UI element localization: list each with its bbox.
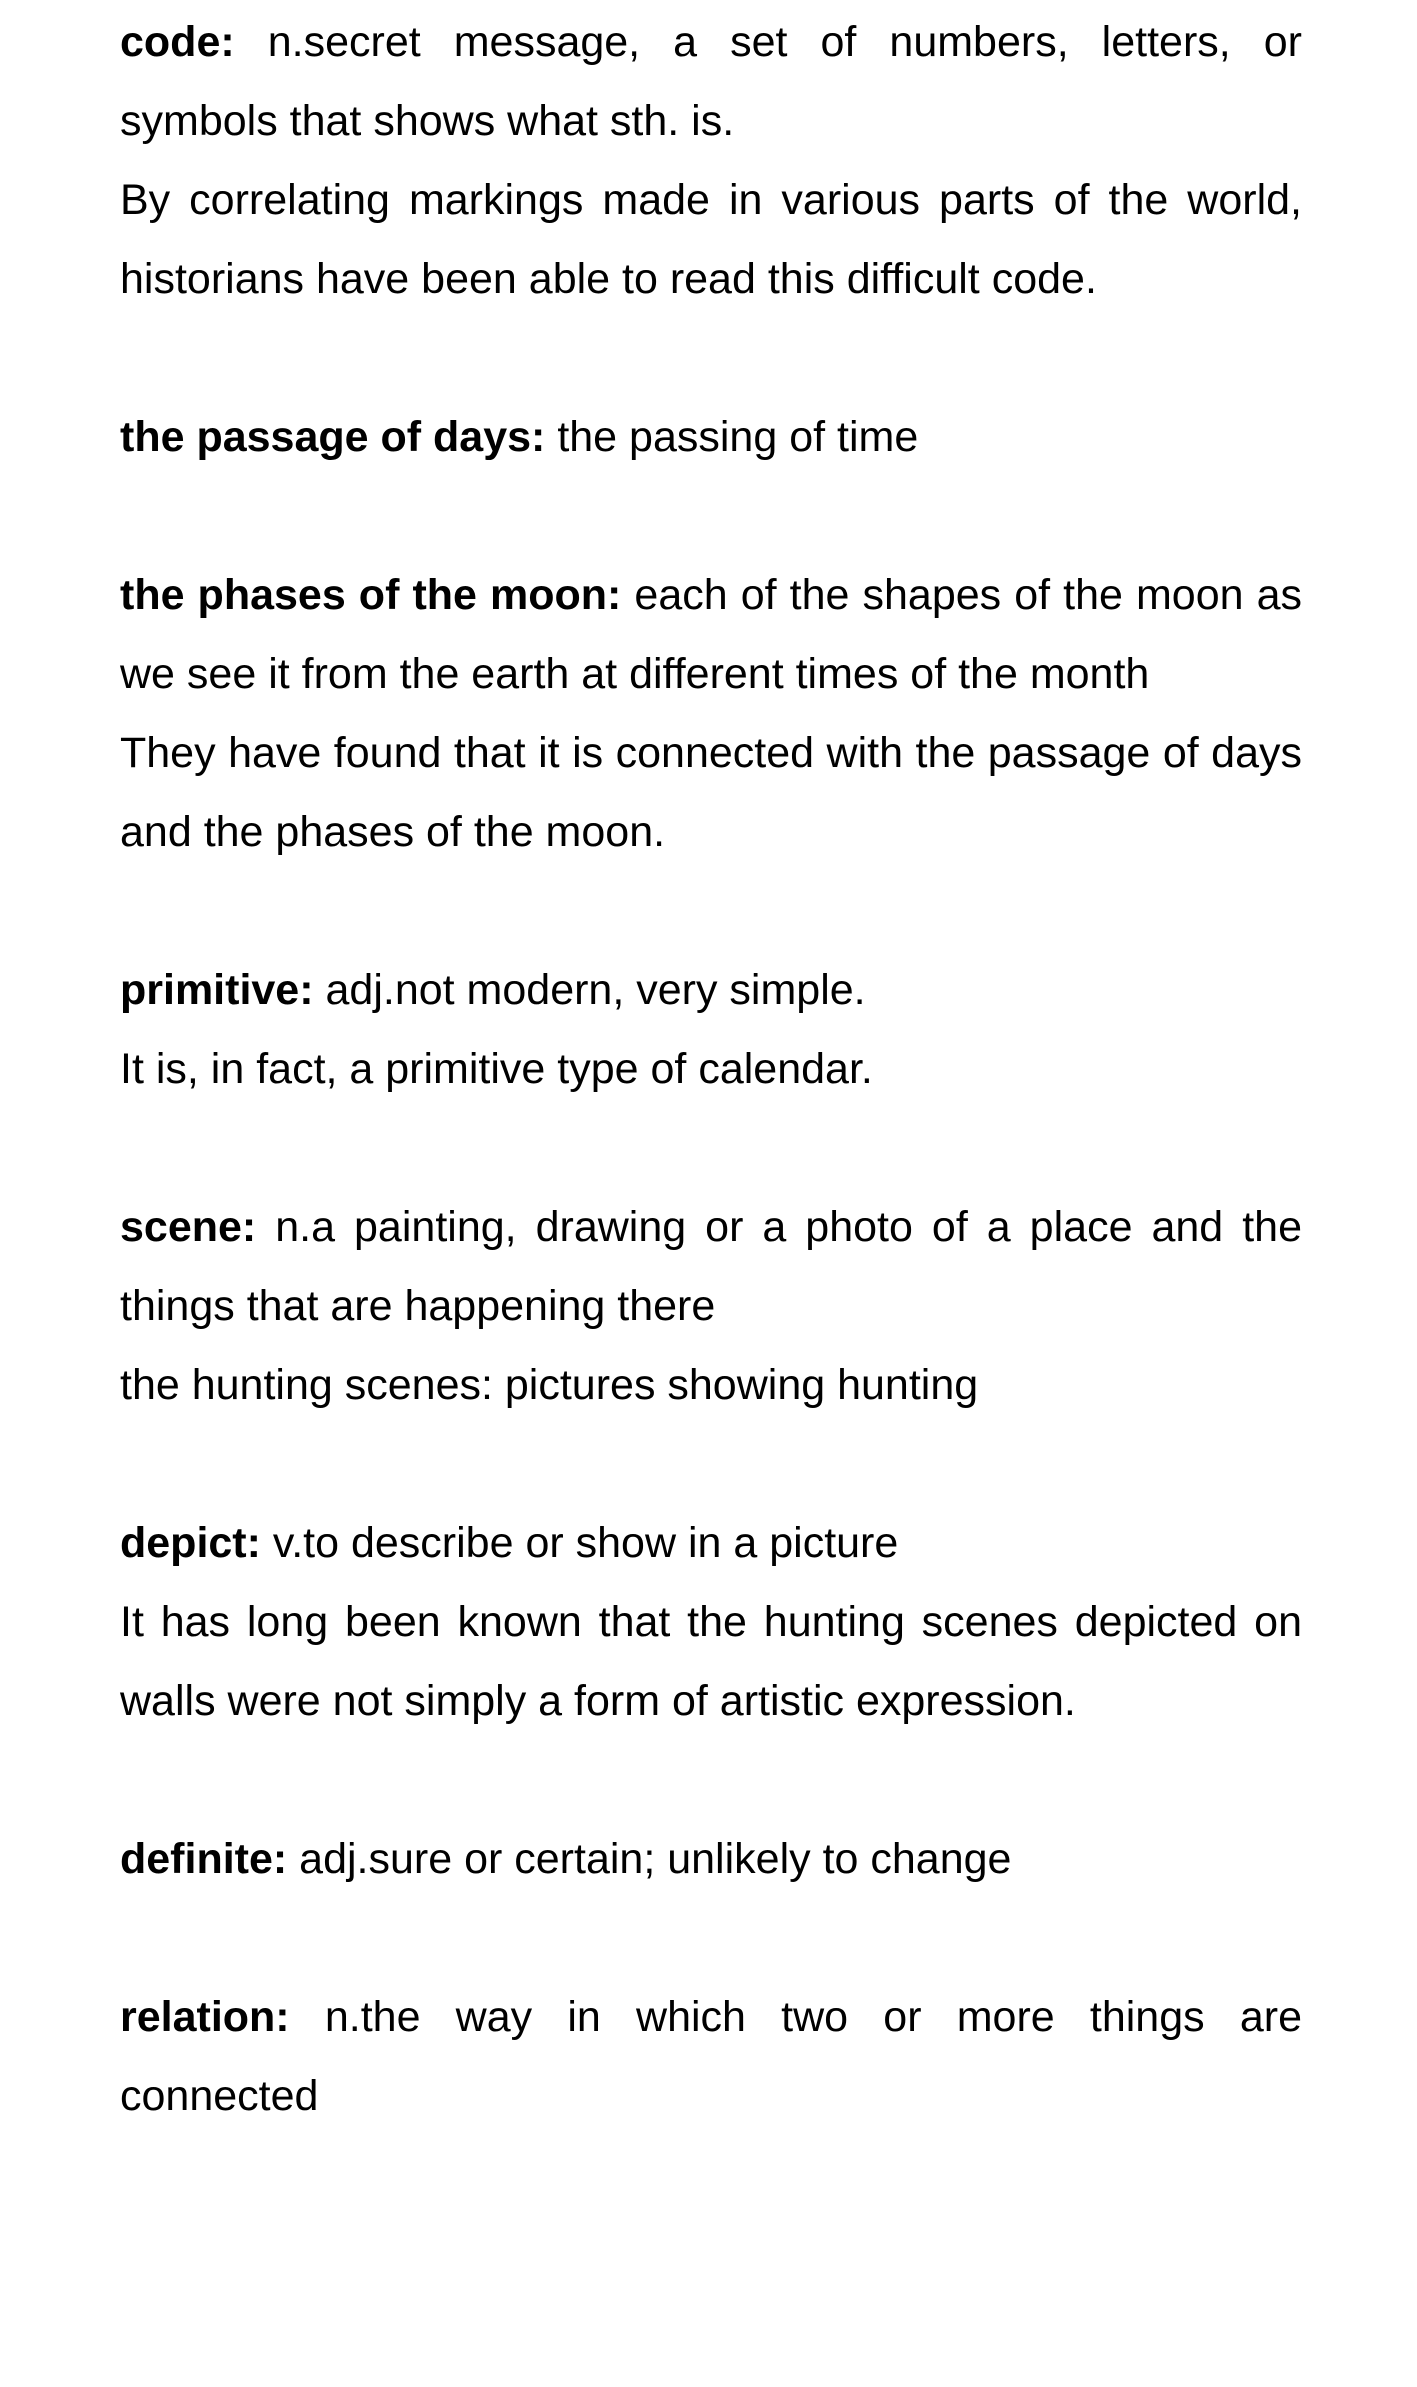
example-sentence: It is, in fact, a primitive type of calendar.	[120, 1045, 873, 1093]
definition-line	[120, 1820, 1302, 1899]
term: code:	[120, 18, 235, 66]
term: primitive:	[120, 966, 314, 1014]
term: the phases of the moon:	[120, 571, 622, 619]
vocab-entry-scene	[120, 1188, 1302, 1425]
definition: n.secret message, a set of numbers, letters, or symbols that shows what sth. is.	[120, 18, 1302, 145]
term: the passage of days:	[120, 413, 546, 461]
vocab-entry-code	[120, 3, 1302, 319]
definition-line	[120, 1188, 1302, 1346]
vocab-entry-phases-of-the-moon	[120, 556, 1302, 872]
definition: n.the way in which two or more things are connected	[120, 1993, 1302, 2120]
term: relation:	[120, 1993, 290, 2041]
definition: each of the shapes of the moon as we see it from the earth at different times of the month	[120, 571, 1302, 698]
vocab-entry-relation	[120, 1978, 1302, 2136]
definition-line	[120, 3, 1302, 161]
vocab-entry-passage-of-days	[120, 398, 1302, 477]
definition: adj.sure or certain; unlikely to change	[287, 1835, 1012, 1883]
term: depict:	[120, 1519, 261, 1567]
example-sentence: By correlating markings made in various parts of the world, historians have been able to read this difficult code.	[120, 176, 1302, 303]
definition: the passing of time	[545, 413, 919, 461]
example-sentence: They have found that it is connected with the passage of days and the phases of the moon.	[120, 729, 1302, 856]
vocab-entry-depict	[120, 1504, 1302, 1741]
definition-line	[120, 951, 1302, 1030]
vocab-entry-primitive	[120, 951, 1302, 1109]
term: definite:	[120, 1835, 288, 1883]
definition-line	[120, 1978, 1302, 2136]
definition-line	[120, 398, 1302, 477]
definition-line	[120, 1504, 1302, 1583]
definition: adj.not modern, very simple.	[313, 966, 866, 1014]
example-sentence: It has long been known that the hunting scenes depicted on walls were not simply a form of artistic expression.	[120, 1598, 1302, 1725]
example-sentence: the hunting scenes: pictures showing hunting	[120, 1361, 979, 1409]
definition-line	[120, 556, 1302, 714]
definition: n.a painting, drawing or a photo of a place and the things that are happening there	[120, 1203, 1302, 1330]
vocab-entry-definite	[120, 1820, 1302, 1899]
term: scene:	[120, 1203, 257, 1251]
definition: v.to describe or show in a picture	[260, 1519, 899, 1567]
vocabulary-document	[120, 3, 1302, 2215]
